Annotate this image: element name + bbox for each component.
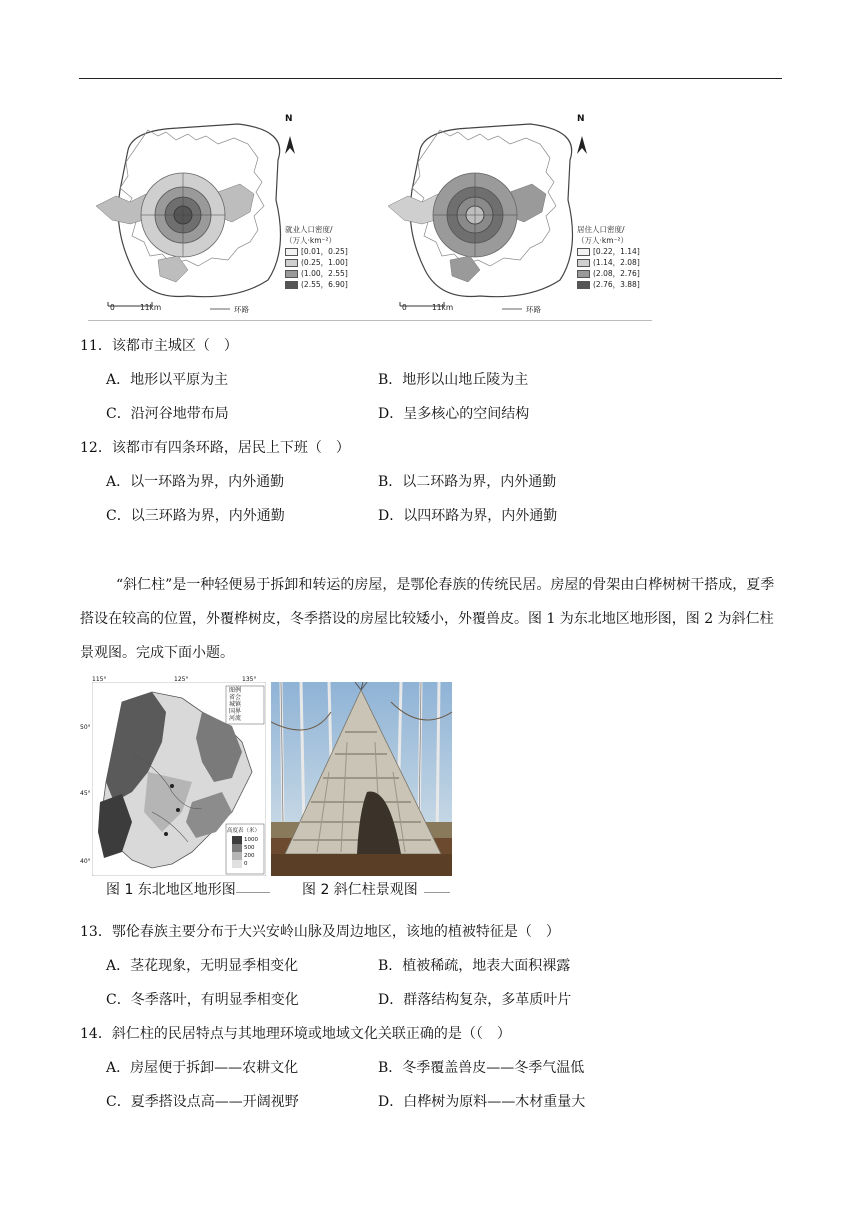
legend-row (577, 257, 640, 268)
question-13-option-c[interactable]: C．冬季落叶，有明显季相变化 (106, 992, 299, 1008)
legend-title: 居住人口密度/ (577, 225, 625, 234)
latitude-label: 40° (80, 858, 91, 865)
question-14-option-c[interactable]: C．夏季搭设点高——开阔视野 (106, 1094, 299, 1110)
legend-item: 国界 (229, 708, 242, 715)
legend-row (285, 246, 348, 257)
north-arrow-label: N (285, 114, 293, 124)
question-12-option-d[interactable]: D．以四环路为界，内外通勤 (378, 508, 558, 524)
legend-row (577, 268, 640, 279)
question-11-option-b[interactable]: B．地形以山地丘陵为主 (378, 372, 529, 388)
employment-legend (285, 224, 348, 290)
legend-swatch (577, 248, 590, 256)
legend-label: (0.25，1.00] (301, 258, 348, 267)
legend-label: (1.14，2.08] (593, 258, 640, 267)
employment-density-map (88, 110, 368, 322)
scale-zero: 0 (110, 303, 115, 312)
question-13-option-a[interactable]: A．茎花现象，无明显季相变化 (106, 958, 299, 974)
road-legend-label: 环路 (234, 305, 249, 314)
residential-legend (577, 224, 640, 290)
figure-1-caption: 图 1 东北地区地形图 (106, 882, 236, 898)
elevation-level: 1000 (244, 837, 258, 843)
longitude-label: 135° (242, 676, 257, 683)
legend-item: 城镇 (229, 701, 242, 708)
legend-swatch (285, 259, 298, 267)
scale-distance: 11km (432, 303, 454, 312)
legend-row (285, 257, 348, 268)
legend-label: [0.22，1.14] (593, 247, 640, 256)
legend-row (285, 268, 348, 279)
scale-zero: 0 (402, 303, 407, 312)
legend-title: 就业人口密度/ (285, 225, 333, 234)
legend-title: 图例 (229, 687, 242, 694)
legend-label: (2.55，6.90] (301, 280, 348, 289)
question-11-option-a[interactable]: A．地形以平原为主 (106, 372, 229, 388)
latitude-label: 45° (80, 790, 91, 797)
header-rule (79, 78, 782, 79)
question-12-option-c[interactable]: C．以三环路为界，内外通勤 (106, 508, 285, 524)
figure-2-caption: 图 2 斜仁柱景观图 (302, 882, 418, 898)
legend-label: (2.76，3.88] (593, 280, 640, 289)
question-12-option-a[interactable]: A．以一环路为界，内外通勤 (106, 474, 285, 490)
question-12-option-b[interactable]: B．以二环路为界，内外通勤 (378, 474, 557, 490)
legend-swatch (577, 281, 590, 289)
caption-rule (424, 892, 450, 893)
figure-1-terrain-map (80, 676, 266, 876)
legend-swatch (285, 270, 298, 278)
latitude-label: 50° (80, 724, 91, 731)
question-12-stem: 12．该都市有四条环路，居民上下班（ ） (80, 440, 350, 456)
question-11-option-d[interactable]: D．呈多核心的空间结构 (378, 406, 530, 422)
legend-unit: （万人·km⁻²） (577, 236, 628, 245)
figure-1-legend (229, 687, 241, 722)
longitude-label: 115° (92, 676, 107, 683)
xierenzhu-photo-graphic (271, 682, 452, 876)
legend-swatch (577, 259, 590, 267)
question-13-stem: 13．鄂伦春族主要分布于大兴安岭山脉及周边地区，该地的植被特征是（ ） (80, 924, 560, 940)
legend-label: [0.01，0.25] (301, 247, 348, 256)
question-11-stem: 11．该都市主城区（ ） (80, 338, 238, 354)
maps-bottom-rule (88, 320, 652, 321)
question-14-option-b[interactable]: B．冬季覆盖兽皮——冬季气温低 (378, 1060, 585, 1076)
legend-item: 河流 (229, 715, 242, 722)
figure-2-xierenzhu-photo (271, 682, 452, 876)
legend-swatch (285, 248, 298, 256)
legend-label: (2.08，2.76] (593, 269, 640, 278)
legend-row (577, 279, 640, 290)
legend-swatch (577, 270, 590, 278)
question-13-option-b[interactable]: B．植被稀疏，地表大面积裸露 (378, 958, 571, 974)
longitude-label: 125° (174, 676, 189, 683)
north-arrow-label: N (577, 114, 585, 124)
elevation-level: 500 (244, 845, 255, 851)
density-maps (88, 110, 652, 322)
elevation-level: 0 (244, 861, 248, 867)
question-13-option-d[interactable]: D．群落结构复杂，多革质叶片 (378, 992, 572, 1008)
passage-text: “斜仁柱”是一种轻便易于拆卸和转运的房屋，是鄂伦春族的传统民居。房屋的骨架由白桦树树干搭成，夏季搭设在较高的位置，外覆桦树皮，冬季搭设的房屋比较矮小，外覆兽皮。图 1 为东北地区地形图，图 2 为斜仁柱景观图。完成下面小题。 (80, 577, 775, 661)
scale-distance: 11km (140, 303, 162, 312)
residential-density-map (380, 110, 660, 322)
question-11-option-c[interactable]: C．沿河谷地带布局 (106, 406, 229, 422)
legend-label: (1.00，2.55] (301, 269, 348, 278)
residential-map-graphic (380, 110, 660, 322)
legend-row (577, 246, 640, 257)
question-14-option-a[interactable]: A．房屋便于拆卸——农耕文化 (106, 1060, 299, 1076)
elevation-levels (244, 836, 258, 868)
legend-swatch (285, 281, 298, 289)
legend-item: 省会 (229, 694, 242, 701)
question-14-option-d[interactable]: D．白桦树为原料——木材重量大 (378, 1094, 586, 1110)
legend-row (285, 279, 348, 290)
road-legend-label: 环路 (526, 305, 541, 314)
legend-unit: （万人·km⁻²） (285, 236, 336, 245)
elevation-level: 200 (244, 853, 255, 859)
caption-rule (236, 892, 270, 893)
question-14-stem: 14．斜仁柱的民居特点与其地理环境或地域文化关联正确的是（（ ） (80, 1026, 511, 1042)
employment-map-graphic (88, 110, 368, 322)
elevation-title: 高度表（米） (227, 828, 261, 834)
